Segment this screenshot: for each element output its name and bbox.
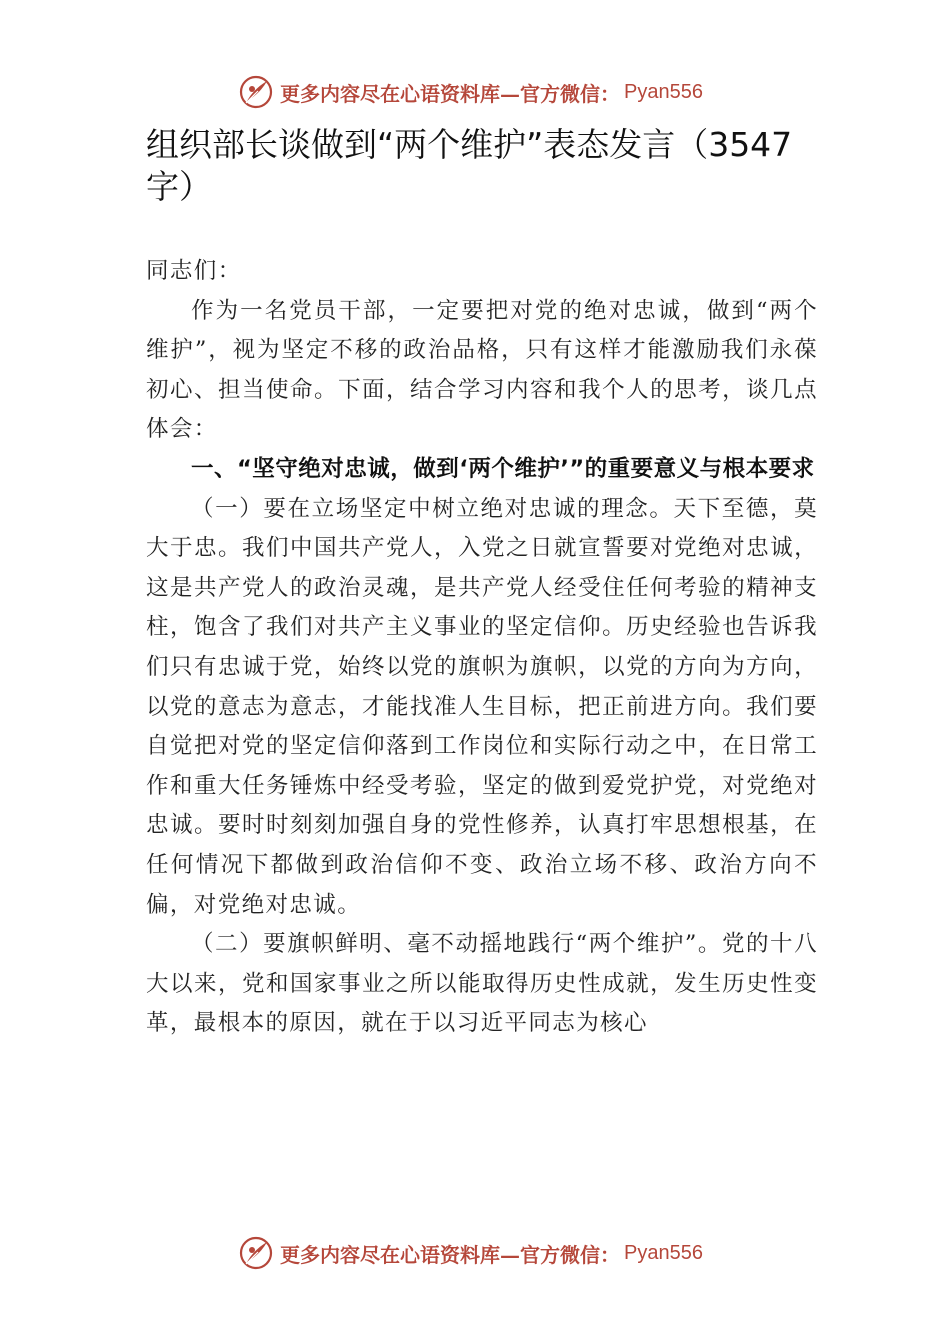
footer-watermark bbox=[238, 1233, 703, 1273]
document-body bbox=[146, 252, 818, 1044]
section-heading: 一、“坚守绝对忠诚，做到‘两个维护’”的重要意义与根本要求 bbox=[191, 455, 815, 482]
paragraph-1: （一）要在立场坚定中树立绝对忠诚的理念。天下至德，莫大于忠。我们中国共产党人，入党之日就宣誓要对党绝对忠诚，这是共产党人的政治灵魂，是共产党人经受住任何考验的精神支柱，饱含了我们对共产主义事业的坚定信仰。历史经验也告诉我们只有忠诚于党，始终以党的旗帜为旗帜，以党的方向为方向，以党的意志为意志，才能找准人生目标，把正前进方向。我们要自觉把对党的坚定信仰落到工作岗位和实际行动之中，在日常工作和重大任务锤炼中经受考验，坚定的做到爱党护党，对党绝对忠诚。要时时刻刻加强自身的党性修养，认真打牢思想根基，在任何情况下都做到政治信仰不变、政治立场不移、政治方向不偏，对党绝对忠诚。 bbox=[146, 495, 818, 918]
watermark-text: 更多内容尽在心语资料库—官方微信： bbox=[280, 1242, 620, 1267]
document-title: 组织部长谈做到“两个维护”表态发言（3547字） bbox=[146, 125, 793, 206]
feather-logo-icon bbox=[238, 74, 274, 110]
salutation: 同志们： bbox=[146, 258, 242, 284]
feather-logo-icon bbox=[238, 1235, 274, 1271]
watermark-wechat-id: Pyan556 bbox=[624, 80, 703, 103]
intro-paragraph: 作为一名党员干部，一定要把对党的绝对忠诚，做到“两个维护”，视为坚定不移的政治品格，只有这样才能激励我们永葆初心、担当使命。下面，结合学习内容和我个人的思考，谈几点体会： bbox=[146, 297, 818, 443]
header-watermark bbox=[238, 72, 703, 112]
paragraph-2: （二）要旗帜鲜明、毫不动摇地践行“两个维护”。党的十八大以来，党和国家事业之所以能取得历史性成就，发生历史性变革，最根本的原因，就在于以习近平同志为核心 bbox=[146, 931, 818, 1037]
watermark-text: 更多内容尽在心语资料库—官方微信： bbox=[280, 81, 620, 106]
watermark-wechat-id: Pyan556 bbox=[624, 1241, 703, 1264]
